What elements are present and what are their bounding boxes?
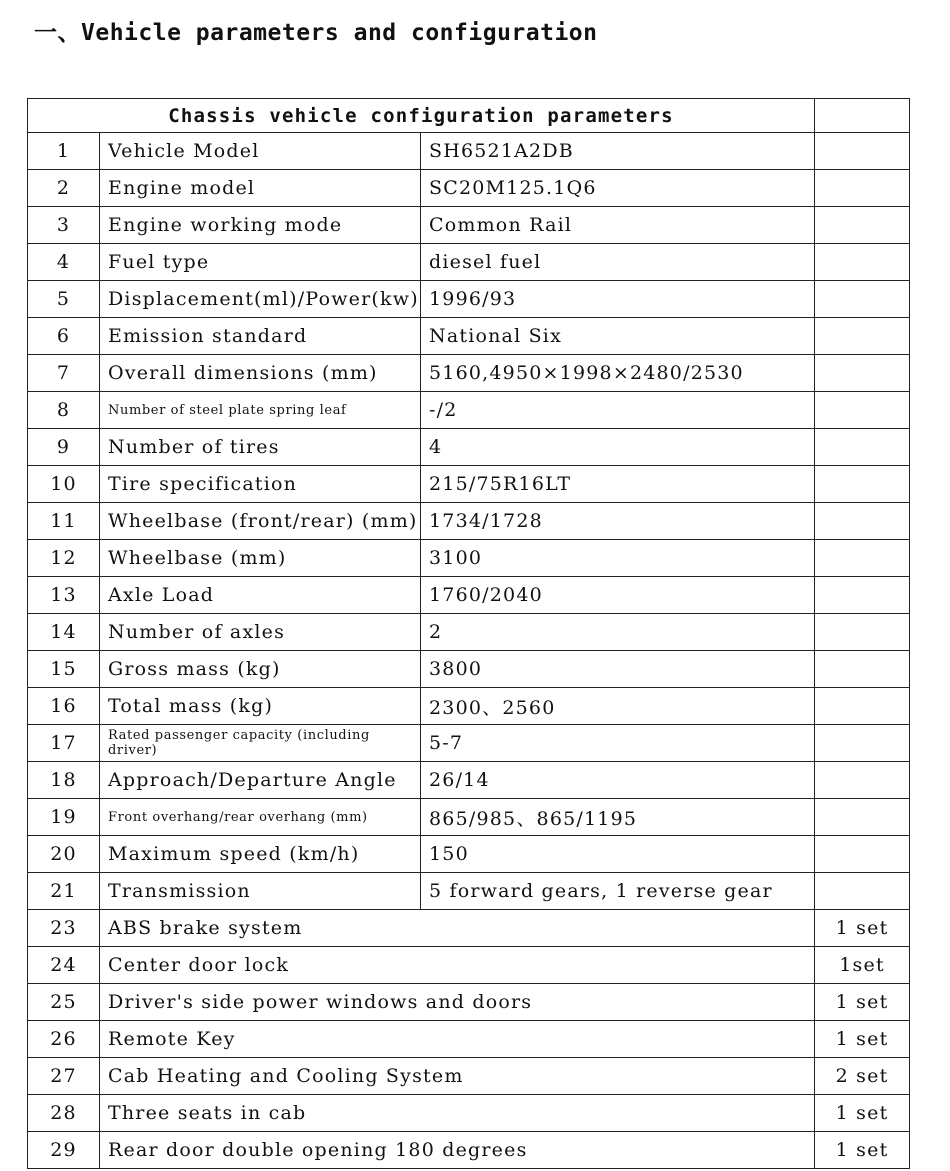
param-blank-cell [815, 170, 910, 207]
param-number: 14 [28, 614, 100, 651]
param-row [28, 873, 910, 910]
param-row [28, 540, 910, 577]
equipment-row [28, 1021, 910, 1058]
param-blank-cell [815, 466, 910, 503]
param-row [28, 466, 910, 503]
param-number: 12 [28, 540, 100, 577]
param-blank-cell [815, 614, 910, 651]
param-row [28, 207, 910, 244]
table-title-blank-cell [815, 99, 910, 133]
equipment-quantity: 1 set [815, 1021, 910, 1058]
equipment-name: Driver's side power windows and doors [100, 984, 815, 1021]
param-name: Number of axles [100, 614, 421, 651]
param-blank-cell [815, 392, 910, 429]
param-value: 1734/1728 [421, 503, 815, 540]
param-value: 865/985、865/1195 [421, 799, 815, 836]
param-value: -/2 [421, 392, 815, 429]
param-number: 21 [28, 873, 100, 910]
param-value: 5160,4950×1998×2480/2530 [421, 355, 815, 392]
equipment-quantity: 1 set [815, 910, 910, 947]
param-number: 7 [28, 355, 100, 392]
param-number: 4 [28, 244, 100, 281]
param-name: Number of steel plate spring leaf [100, 392, 421, 429]
param-name: Approach/Departure Angle [100, 762, 421, 799]
param-number: 10 [28, 466, 100, 503]
equipment-row [28, 947, 910, 984]
table-title: Chassis vehicle configuration parameters [28, 99, 815, 133]
param-blank-cell [815, 688, 910, 725]
param-name: Displacement(ml)/Power(kw) [100, 281, 421, 318]
param-value: 1996/93 [421, 281, 815, 318]
param-value: 1760/2040 [421, 577, 815, 614]
param-row [28, 170, 910, 207]
param-number: 13 [28, 577, 100, 614]
param-row [28, 836, 910, 873]
equipment-row [28, 1058, 910, 1095]
param-number: 9 [28, 429, 100, 466]
equipment-row [28, 984, 910, 1021]
param-blank-cell [815, 281, 910, 318]
param-number: 17 [28, 725, 100, 762]
param-name: Gross mass (kg) [100, 651, 421, 688]
param-row [28, 503, 910, 540]
param-row [28, 392, 910, 429]
param-number: 11 [28, 503, 100, 540]
param-number: 2 [28, 170, 100, 207]
equipment-row [28, 1132, 910, 1169]
equipment-number: 29 [28, 1132, 100, 1169]
param-name: Front overhang/rear overhang (mm) [100, 799, 421, 836]
param-value: 215/75R16LT [421, 466, 815, 503]
param-blank-cell [815, 577, 910, 614]
param-value: National Six [421, 318, 815, 355]
equipment-number: 24 [28, 947, 100, 984]
equipment-name: Center door lock [100, 947, 815, 984]
param-name: Overall dimensions (mm) [100, 355, 421, 392]
param-blank-cell [815, 429, 910, 466]
param-name: Fuel type [100, 244, 421, 281]
param-name: Wheelbase (mm) [100, 540, 421, 577]
param-blank-cell [815, 873, 910, 910]
equipment-number: 23 [28, 910, 100, 947]
param-name: Engine model [100, 170, 421, 207]
param-value: 3800 [421, 651, 815, 688]
param-blank-cell [815, 207, 910, 244]
config-table [27, 98, 910, 1169]
table-title-row [28, 99, 910, 133]
param-name: Axle Load [100, 577, 421, 614]
param-blank-cell [815, 836, 910, 873]
param-number: 19 [28, 799, 100, 836]
param-row [28, 725, 910, 762]
page-heading: 一、Vehicle parameters and configuration [34, 20, 598, 46]
param-blank-cell [815, 355, 910, 392]
param-number: 5 [28, 281, 100, 318]
equipment-row [28, 1095, 910, 1132]
param-name: Emission standard [100, 318, 421, 355]
param-number: 1 [28, 133, 100, 170]
param-value: diesel fuel [421, 244, 815, 281]
param-blank-cell [815, 503, 910, 540]
param-blank-cell [815, 244, 910, 281]
param-value: 26/14 [421, 762, 815, 799]
param-number: 3 [28, 207, 100, 244]
equipment-name: Cab Heating and Cooling System [100, 1058, 815, 1095]
equipment-name: Rear door double opening 180 degrees [100, 1132, 815, 1169]
param-blank-cell [815, 762, 910, 799]
param-row [28, 318, 910, 355]
equipment-name: Three seats in cab [100, 1095, 815, 1132]
param-name: Transmission [100, 873, 421, 910]
param-name: Total mass (kg) [100, 688, 421, 725]
param-row [28, 281, 910, 318]
param-blank-cell [815, 318, 910, 355]
equipment-quantity: 1 set [815, 984, 910, 1021]
param-row [28, 429, 910, 466]
param-name: Engine working mode [100, 207, 421, 244]
equipment-quantity: 1 set [815, 1095, 910, 1132]
equipment-row [28, 910, 910, 947]
param-blank-cell [815, 799, 910, 836]
param-blank-cell [815, 725, 910, 762]
equipment-quantity: 2 set [815, 1058, 910, 1095]
param-row [28, 355, 910, 392]
param-number: 6 [28, 318, 100, 355]
param-blank-cell [815, 540, 910, 577]
equipment-number: 26 [28, 1021, 100, 1058]
param-name: Number of tires [100, 429, 421, 466]
param-name: Wheelbase (front/rear) (mm) [100, 503, 421, 540]
param-value: 4 [421, 429, 815, 466]
param-name: Tire specification [100, 466, 421, 503]
param-name: Maximum speed (km/h) [100, 836, 421, 873]
param-blank-cell [815, 651, 910, 688]
param-number: 8 [28, 392, 100, 429]
param-number: 20 [28, 836, 100, 873]
param-value: SC20M125.1Q6 [421, 170, 815, 207]
param-value: Common Rail [421, 207, 815, 244]
param-value: 5 forward gears, 1 reverse gear [421, 873, 815, 910]
param-value: SH6521A2DB [421, 133, 815, 170]
equipment-number: 25 [28, 984, 100, 1021]
param-value: 150 [421, 836, 815, 873]
param-row [28, 244, 910, 281]
param-row [28, 688, 910, 725]
param-value: 5-7 [421, 725, 815, 762]
param-number: 16 [28, 688, 100, 725]
param-name: Rated passenger capacity (including driver) [100, 725, 421, 762]
param-row [28, 762, 910, 799]
equipment-quantity: 1 set [815, 1132, 910, 1169]
param-row [28, 799, 910, 836]
param-name: Vehicle Model [100, 133, 421, 170]
param-row [28, 614, 910, 651]
param-number: 18 [28, 762, 100, 799]
param-number: 15 [28, 651, 100, 688]
param-row [28, 577, 910, 614]
param-row [28, 133, 910, 170]
equipment-number: 27 [28, 1058, 100, 1095]
equipment-name: Remote Key [100, 1021, 815, 1058]
param-value: 2 [421, 614, 815, 651]
param-value: 2300、2560 [421, 688, 815, 725]
equipment-number: 28 [28, 1095, 100, 1132]
param-row [28, 651, 910, 688]
equipment-quantity: 1set [815, 947, 910, 984]
param-value: 3100 [421, 540, 815, 577]
param-blank-cell [815, 133, 910, 170]
equipment-name: ABS brake system [100, 910, 815, 947]
